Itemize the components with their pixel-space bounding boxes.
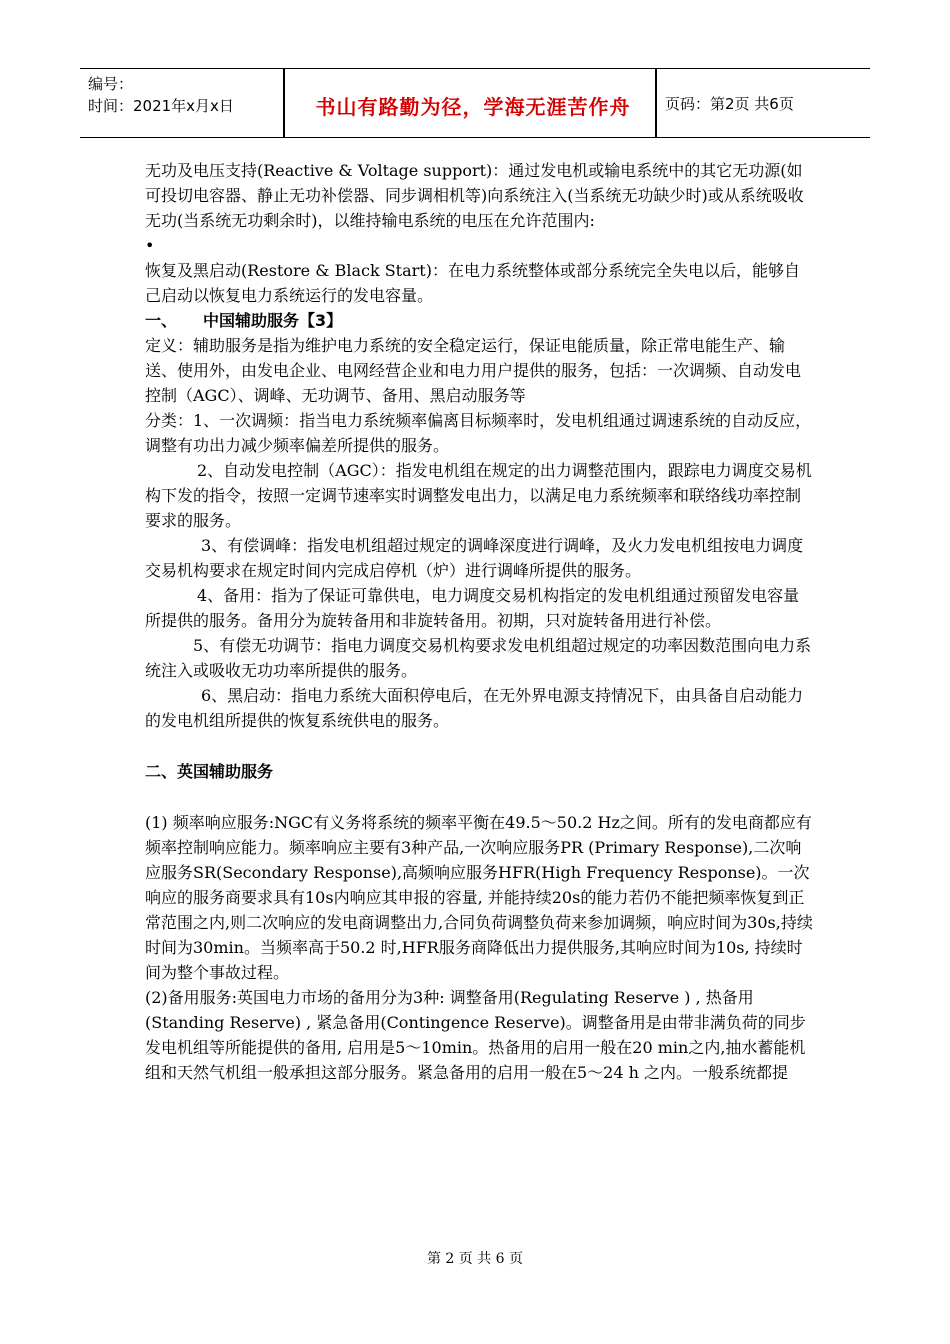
- paragraph-class-3: 3、有偿调峰：指发电机组超过规定的调峰深度进行调峰，及火力发电机组按电力调度交易机构要求在规定时间内完成启停机（炉）进行调峰所提供的服务。: [145, 536, 804, 580]
- header-meta: [88, 73, 288, 117]
- paragraph-class-6: 6、黑启动：指电力系统大面积停电后，在无外界电源支持情况下，由具备自启动能力的发电机组所提供的恢复系统供电的服务。: [145, 686, 804, 730]
- page-header: [80, 68, 870, 138]
- section-heading-uk: 二、英国辅助服务: [145, 762, 274, 781]
- header-page-number: 页码：第2页 共6页: [665, 95, 794, 113]
- section-title: 中国辅助服务【3】: [203, 311, 343, 330]
- paragraph-frequency-response: (1) 频率响应服务:NGC有义务将系统的频率平衡在49.5～50.2 Hz之间。所有的发电商都应有频率控制响应能力。频率响应主要有3种产品,一次响应服务PR (Primary Response),二次响应服务SR(Secondary Response),高频响应服务HFR(High Frequency Response)。一次响应的服务商要求具有10s内响应其申报的容量, 并能持续20s的能力若仍不能把频率恢复到正常范围之内,则二次响应的发电商调整出力,合同负荷调整负荷来参加调频，响应时间为30s,持续时间为30min。当频率高于50.2 时,HFR服务商降低出力提供服务,其响应时间为10s, 持续时间为整个事故过程。: [145, 813, 813, 982]
- paragraph-class-4: 4、备用：指为了保证可靠供电，电力调度交易机构指定的发电机组通过预留发电容量所提供的服务。备用分为旋转备用和非旋转备用。初期，只对旋转备用进行补偿。: [145, 586, 800, 630]
- document-body: [145, 158, 813, 1085]
- header-divider-right: [655, 69, 657, 137]
- section-number: 一、: [145, 311, 178, 330]
- paragraph-definition: 定义：辅助服务是指为维护电力系统的安全稳定运行，保证电能质量，除正常电能生产、输送、使用外，由发电企业、电网经营企业和电力用户提供的服务，包括：一次调频、自动发电控制（AGC）、调峰、无功调节、备用、黑启动服务等: [145, 336, 802, 405]
- date-label: 时间：2021年x月x日: [88, 97, 234, 115]
- paragraph-black-start: 恢复及黑启动(Restore & Black Start)：在电力系统整体或部分系统完全失电以后，能够自己启动以恢复电力系统运行的发电容量。: [145, 261, 800, 305]
- spacer: [145, 733, 813, 759]
- paragraph-class-1: 分类：1、一次调频：指当电力系统频率偏离目标频率时，发电机组通过调速系统的自动反应，调整有功出力减少频率偏差所提供的服务。: [145, 411, 812, 455]
- paragraph-reactive-support: 无功及电压支持(Reactive & Voltage support)：通过发电机或输电系统中的其它无功源(如可投切电容器、静止无功补偿器、同步调相机等)向系统注入(当系统无功缺少时)或从系统吸收无功(当系统无功剩余时)，以维持输电系统的电压在允许范围内:: [145, 161, 804, 230]
- page-footer: 第 2 页 共 6 页: [426, 1251, 524, 1267]
- section-heading-china: [145, 308, 813, 333]
- paragraph-class-5: 5、有偿无功调节：指电力调度交易机构要求发电机组超过规定的功率因数范围向电力系统注入或吸收无功功率所提供的服务。: [145, 636, 812, 680]
- number-label: 编号：: [88, 75, 134, 93]
- spacer: [145, 784, 813, 810]
- header-motto: 书山有路勤为径，学海无涯苦作舟: [315, 95, 631, 119]
- paragraph-class-2: 2、自动发电控制（AGC）：指发电机组在规定的出力调整范围内，跟踪电力调度交易机构下发的指令，按照一定调节速率实时调整发电出力，以满足电力系统频率和联络线功率控制要求的服务。: [145, 461, 812, 530]
- bullet-mark: •: [145, 236, 155, 255]
- paragraph-reserve-service: (2)备用服务:英国电力市场的备用分为3种: 调整备用(Regulating Reserve ) , 热备用(Standing Reserve) , 紧急备用(Contingence Reserve)。调整备用是由带非满负荷的同步发电机组等所能提供的备用, 启用是5～10min。热备用的启用一般在20 min之内,抽水蓄能机组和天然气机组一般承担这部分服务。紧急备用的启用一般在5～24 h 之内。一般系统都提: [145, 988, 806, 1082]
